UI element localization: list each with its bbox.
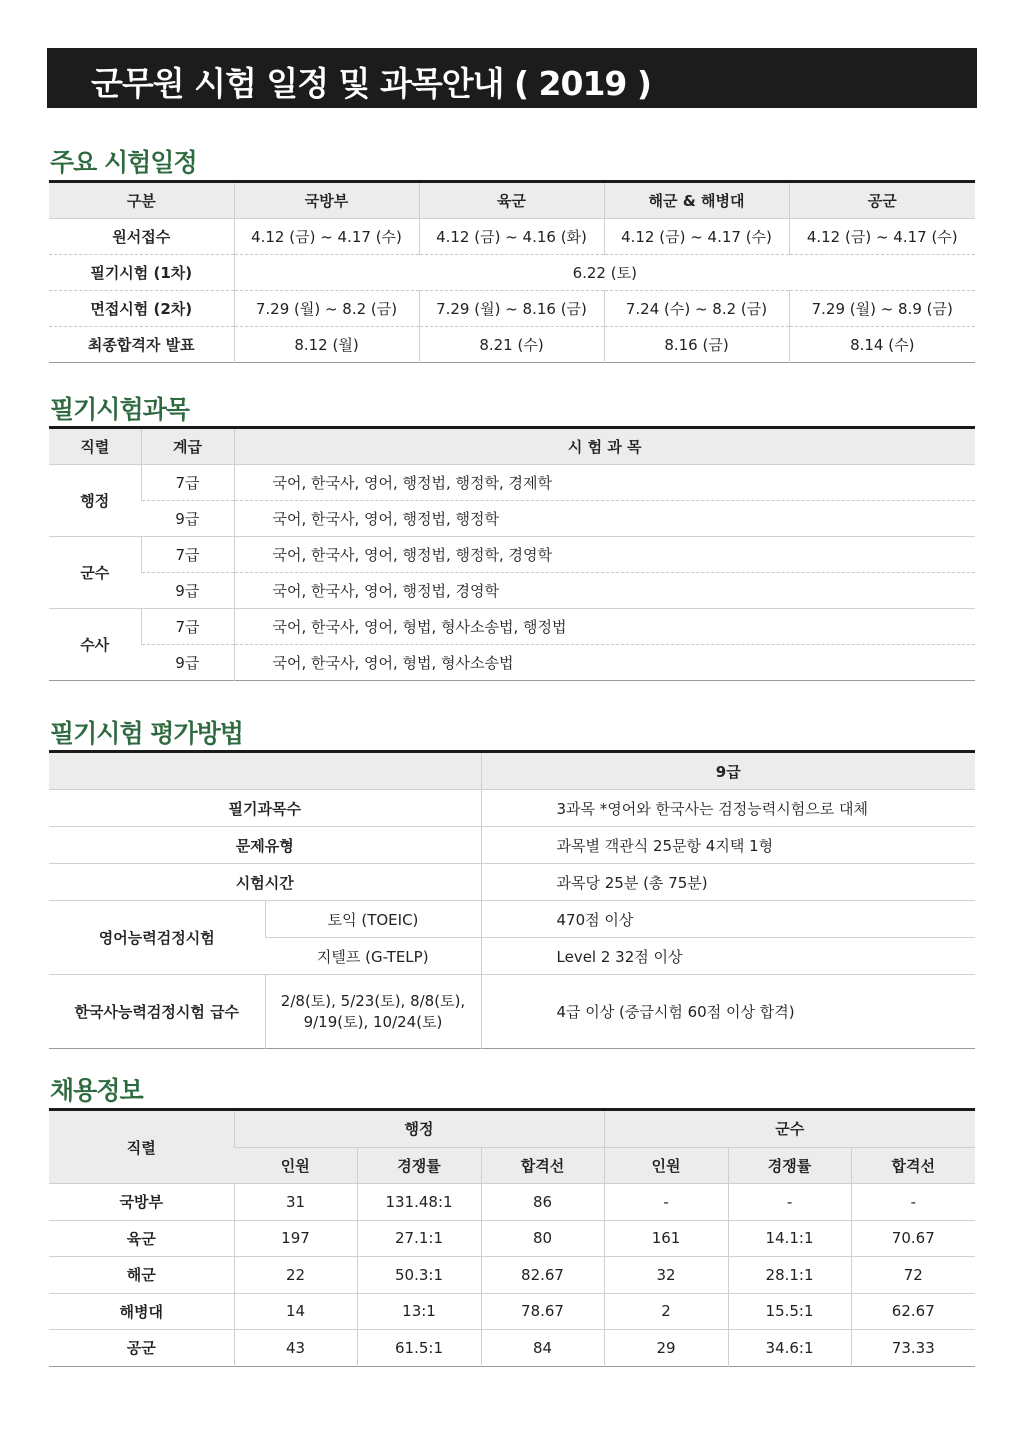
table-cell: 3과목 *영어와 한국사는 검정능력시험으로 대체 xyxy=(481,790,975,827)
row-label: 면접시험 (2차) xyxy=(49,291,234,327)
table-cell: - xyxy=(851,1184,975,1221)
table-row xyxy=(49,1257,975,1294)
grade-cell: 7급 xyxy=(141,465,234,501)
row-label: 필기과목수 xyxy=(49,790,481,827)
table-cell: 27.1:1 xyxy=(357,1220,481,1257)
table-cell: 34.6:1 xyxy=(728,1330,851,1367)
schedule-header-cell: 국방부 xyxy=(234,182,419,219)
subjects-header-cell: 계급 xyxy=(141,428,234,465)
table-row xyxy=(49,327,975,363)
row-label: 필기시험 (1차) xyxy=(49,255,234,291)
grade-cell: 9급 xyxy=(141,645,234,681)
evaluation-header-cell: 9급 xyxy=(481,752,975,790)
schedule-header-cell: 육군 xyxy=(419,182,604,219)
table-cell: 8.12 (월) xyxy=(234,327,419,363)
table-cell: 28.1:1 xyxy=(728,1257,851,1294)
table-cell: 7.29 (월) ~ 8.2 (금) xyxy=(234,291,419,327)
evaluation-table xyxy=(49,750,975,1049)
grade-cell: 7급 xyxy=(141,609,234,645)
table-cell: 4.12 (금) ~ 4.17 (수) xyxy=(234,219,419,255)
table-cell: 과목당 25분 (총 75분) xyxy=(481,864,975,901)
table-cell: 4.12 (금) ~ 4.17 (수) xyxy=(789,219,975,255)
table-cell: 6.22 (토) xyxy=(234,255,975,291)
table-cell: 197 xyxy=(234,1220,357,1257)
table-cell: 78.67 xyxy=(481,1293,604,1330)
table-row xyxy=(49,1220,975,1257)
table-cell: 지텔프 (G-TELP) xyxy=(265,938,481,975)
table-cell: 14 xyxy=(234,1293,357,1330)
table-cell: 8.14 (수) xyxy=(789,327,975,363)
subjects-cell: 국어, 한국사, 영어, 행정법, 경영학 xyxy=(234,573,975,609)
table-row xyxy=(49,975,975,1049)
table-cell: 4급 이상 (중급시험 60점 이상 합격) xyxy=(481,975,975,1049)
table-cell: 82.67 xyxy=(481,1257,604,1294)
table-cell: 토익 (TOEIC) xyxy=(265,901,481,938)
subjects-header-cell: 직렬 xyxy=(49,428,141,465)
table-cell: 62.67 xyxy=(851,1293,975,1330)
row-label: 원서접수 xyxy=(49,219,234,255)
recruit-group-header: 군수 xyxy=(604,1110,975,1148)
row-label: 한국사능력검정시험 급수 xyxy=(49,975,265,1049)
grade-cell: 7급 xyxy=(141,537,234,573)
schedule-header-cell: 구분 xyxy=(49,182,234,219)
table-cell: 8.16 (금) xyxy=(604,327,789,363)
recruit-section-title: 채용정보 xyxy=(50,1076,143,1105)
table-row xyxy=(49,465,975,501)
subjects-cell: 국어, 한국사, 영어, 행정법, 행정학, 경제학 xyxy=(234,465,975,501)
table-row xyxy=(49,645,975,681)
table-cell: 131.48:1 xyxy=(357,1184,481,1221)
table-cell: 31 xyxy=(234,1184,357,1221)
table-cell: 73.33 xyxy=(851,1330,975,1367)
table-cell: 8.21 (수) xyxy=(419,327,604,363)
row-label: 국방부 xyxy=(49,1184,234,1221)
evaluation-header-row xyxy=(49,752,975,790)
table-cell: 22 xyxy=(234,1257,357,1294)
subjects-header-row xyxy=(49,428,975,465)
history-dates-line: 2/8(토), 5/23(토), 8/8(토), xyxy=(280,991,466,1010)
table-cell: 70.67 xyxy=(851,1220,975,1257)
table-row xyxy=(49,1330,975,1367)
table-cell: Level 2 32점 이상 xyxy=(481,938,975,975)
recruit-header-corner: 직렬 xyxy=(49,1110,234,1184)
schedule-section-title: 주요 시험일정 xyxy=(50,148,197,177)
table-row xyxy=(49,291,975,327)
row-label: 시험시간 xyxy=(49,864,481,901)
subjects-cell: 국어, 한국사, 영어, 형법, 형사소송법 xyxy=(234,645,975,681)
recruit-subheader-cell: 합격선 xyxy=(481,1147,604,1184)
table-cell: 50.3:1 xyxy=(357,1257,481,1294)
schedule-header-row xyxy=(49,182,975,219)
grade-cell: 9급 xyxy=(141,573,234,609)
subjects-table xyxy=(49,426,975,681)
recruit-subheader-cell: 인원 xyxy=(604,1147,728,1184)
subjects-cell: 국어, 한국사, 영어, 형법, 형사소송법, 행정법 xyxy=(234,609,975,645)
page-title: 군무원 시험 일정 및 과목안내 ( 2019 ) xyxy=(91,64,651,103)
evaluation-header-blank xyxy=(49,752,481,790)
schedule-header-cell: 공군 xyxy=(789,182,975,219)
table-row xyxy=(49,255,975,291)
table-cell: 15.5:1 xyxy=(728,1293,851,1330)
recruit-subheader-cell: 인원 xyxy=(234,1147,357,1184)
subjects-cell: 국어, 한국사, 영어, 행정법, 행정학 xyxy=(234,501,975,537)
recruit-group-header: 행정 xyxy=(234,1110,604,1148)
table-row xyxy=(49,219,975,255)
table-cell: 4.12 (금) ~ 4.17 (수) xyxy=(604,219,789,255)
table-cell: 14.1:1 xyxy=(728,1220,851,1257)
grade-cell: 9급 xyxy=(141,501,234,537)
recruit-subheader-cell: 경쟁률 xyxy=(728,1147,851,1184)
row-label: 영어능력검정시험 xyxy=(49,901,265,975)
history-dates-cell xyxy=(265,975,481,1049)
table-cell: 29 xyxy=(604,1330,728,1367)
subjects-cell: 국어, 한국사, 영어, 행정법, 행정학, 경영학 xyxy=(234,537,975,573)
table-cell: - xyxy=(728,1184,851,1221)
table-cell: 7.24 (수) ~ 8.2 (금) xyxy=(604,291,789,327)
row-label: 해병대 xyxy=(49,1293,234,1330)
table-row xyxy=(49,864,975,901)
table-row xyxy=(49,827,975,864)
table-cell: 32 xyxy=(604,1257,728,1294)
row-label: 해군 xyxy=(49,1257,234,1294)
table-cell: 470점 이상 xyxy=(481,901,975,938)
table-cell: 과목별 객관식 25문항 4지택 1형 xyxy=(481,827,975,864)
subjects-section-title: 필기시험과목 xyxy=(50,395,189,424)
row-label: 육군 xyxy=(49,1220,234,1257)
table-row xyxy=(49,790,975,827)
row-label: 공군 xyxy=(49,1330,234,1367)
recruit-subheader-cell: 합격선 xyxy=(851,1147,975,1184)
table-cell: 61.5:1 xyxy=(357,1330,481,1367)
recruit-subheader-cell: 경쟁률 xyxy=(357,1147,481,1184)
table-row xyxy=(49,501,975,537)
table-cell: 84 xyxy=(481,1330,604,1367)
table-row xyxy=(49,573,975,609)
table-cell: 4.12 (금) ~ 4.16 (화) xyxy=(419,219,604,255)
evaluation-section-title: 필기시험 평가방법 xyxy=(50,719,243,748)
page-banner xyxy=(47,48,977,108)
recruit-header-row xyxy=(49,1110,975,1148)
table-cell: 13:1 xyxy=(357,1293,481,1330)
table-cell: 2 xyxy=(604,1293,728,1330)
table-cell: 72 xyxy=(851,1257,975,1294)
table-row xyxy=(49,901,975,938)
group-label: 행정 xyxy=(49,465,141,537)
group-label: 수사 xyxy=(49,609,141,681)
group-label: 군수 xyxy=(49,537,141,609)
schedule-table xyxy=(49,180,975,363)
row-label: 문제유형 xyxy=(49,827,481,864)
table-row xyxy=(49,1293,975,1330)
recruit-table xyxy=(49,1108,975,1367)
subjects-header-cell: 시 험 과 목 xyxy=(234,428,975,465)
table-cell: 7.29 (월) ~ 8.16 (금) xyxy=(419,291,604,327)
history-dates-line: 9/19(토), 10/24(토) xyxy=(303,1012,443,1031)
table-cell: 86 xyxy=(481,1184,604,1221)
row-label: 최종합격자 발표 xyxy=(49,327,234,363)
table-cell: 7.29 (월) ~ 8.9 (금) xyxy=(789,291,975,327)
table-cell: 80 xyxy=(481,1220,604,1257)
table-row xyxy=(49,609,975,645)
table-cell: 161 xyxy=(604,1220,728,1257)
table-cell: - xyxy=(604,1184,728,1221)
table-row xyxy=(49,1184,975,1221)
schedule-header-cell: 해군 & 해병대 xyxy=(604,182,789,219)
table-row xyxy=(49,537,975,573)
table-cell: 43 xyxy=(234,1330,357,1367)
